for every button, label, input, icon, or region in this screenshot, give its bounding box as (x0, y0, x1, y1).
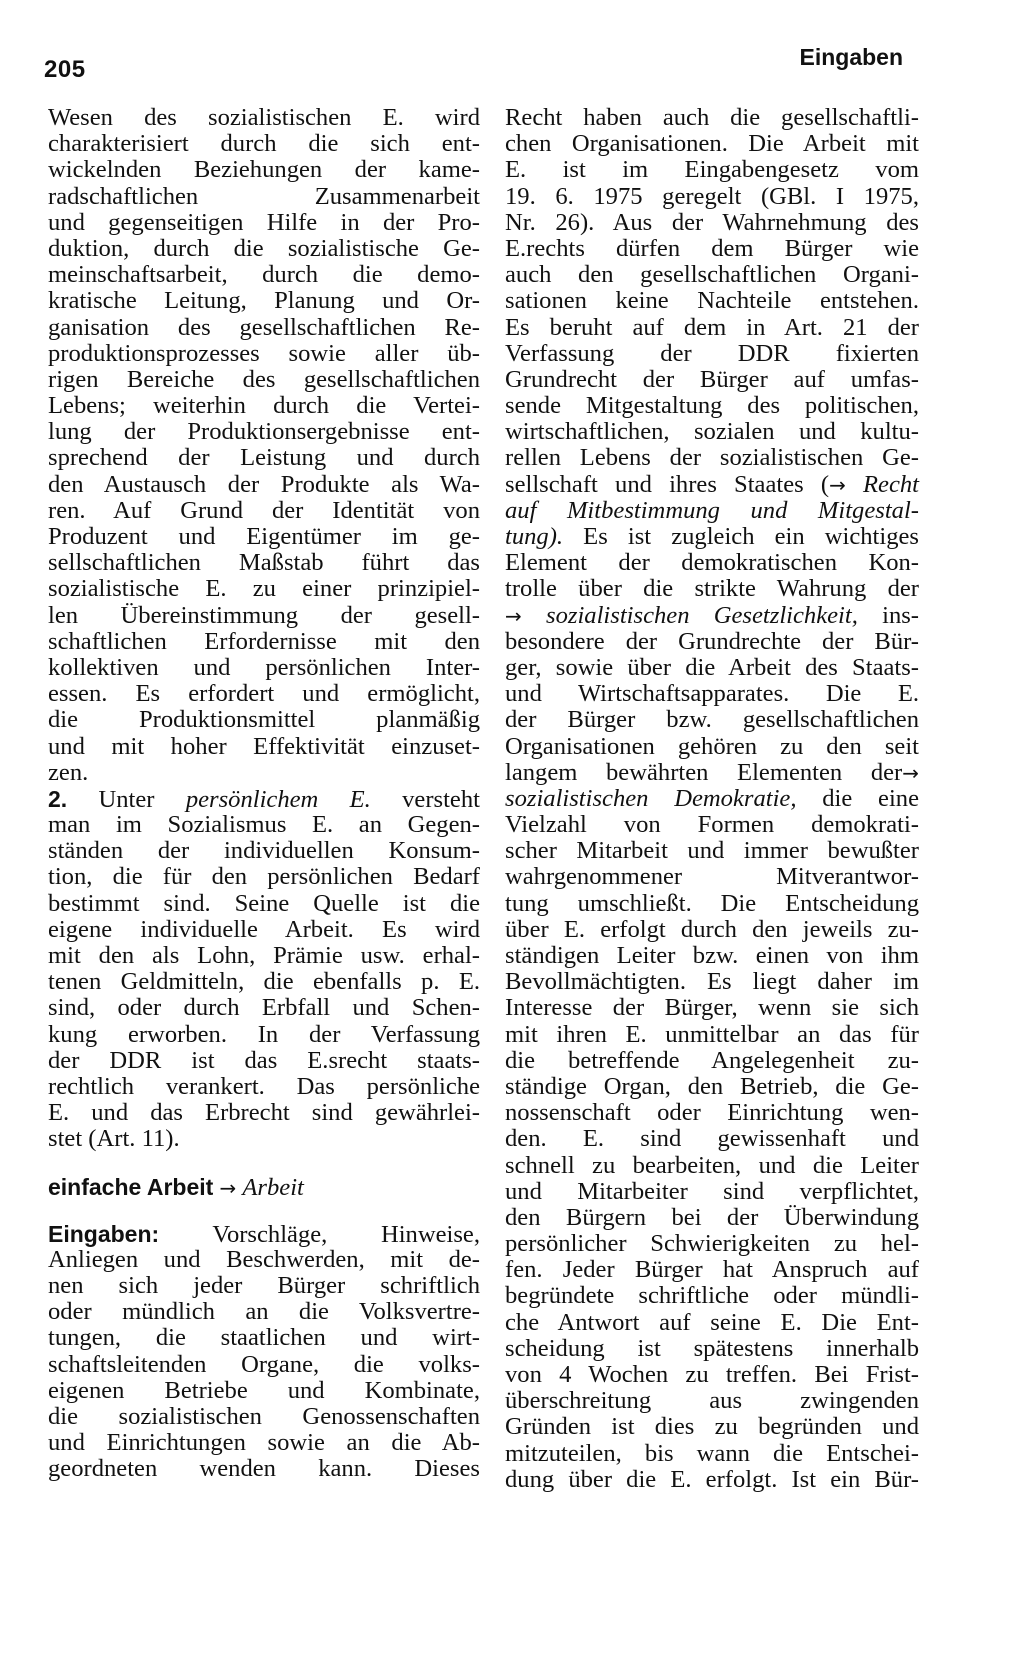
section-2-text (48, 812, 480, 1152)
text-line: ständen der individuellen Konsum- (48, 837, 480, 865)
text-line: Es beruht auf dem in Art. 21 der (505, 313, 919, 341)
text-line: oder mündlich an die Volksvertre- (48, 1298, 480, 1326)
text-line: sozialistische E. zu einer prinzipiel- (48, 575, 480, 603)
text-line: über E. erfolgt durch den jeweils zu- (505, 915, 919, 943)
text-line: mit ihren E. unmittelbar an das für (505, 1020, 919, 1048)
text-line: wirtschaftlichen, sozialen und kultu- (505, 418, 919, 446)
text-line: Interesse der Bürger, wenn sie sich (505, 994, 919, 1022)
text-line: schnell zu bearbeiten, und die Leiter (505, 1151, 919, 1179)
text-line: ger, sowie über die Arbeit des Staats- (505, 653, 919, 681)
text-line: len Übereinstimmung der gesell- (48, 601, 480, 629)
text-line: zen. (48, 758, 89, 786)
cross-reference-link[interactable]: auf Mitbestimmung und Mitgestal- (505, 496, 919, 524)
text-line: essen. Es erfordert und ermöglicht, (48, 680, 480, 708)
section-2-first-line: 2. Unter persönlichem E. versteht (48, 785, 480, 813)
headword: einfache Arbeit (48, 1173, 214, 1200)
text-line: Bevollmächtigten. Es liegt daher im (505, 968, 919, 996)
cross-reference-arrow-icon: → (505, 603, 522, 628)
right-body-text-a (505, 105, 919, 472)
page-number: 205 (44, 56, 86, 83)
text-line: und Mitarbeiter sind verpflichtet, (505, 1177, 919, 1205)
text-line: rellen Lebens der sozialistischen Ge- (505, 444, 919, 472)
text-line: ständigen Leiter bzw. einen von ihm (505, 942, 919, 969)
text-line: und Einrichtungen sowie an die Ab- (48, 1429, 480, 1457)
left-body-text (48, 105, 480, 786)
text-line: kollektiven und persönlichen Inter- (48, 653, 480, 681)
text-line: eigene individuelle Arbeit. Es wird (48, 915, 480, 943)
cross-reference-link[interactable]: Arbeit (242, 1173, 304, 1201)
cross-reference-link[interactable]: Recht (863, 470, 919, 498)
text-line: nen sich jeder Bürger schriftlich (48, 1272, 480, 1300)
text-line: Vielzahl von Formen demokrati- (505, 811, 919, 839)
text-line: Lebens; weiterhin durch die Vertei- (48, 392, 480, 420)
text-line: fen. Jeder Bürger hat Anspruch auf (505, 1256, 919, 1284)
text-line: begründete schriftliche oder mündli- (505, 1282, 919, 1310)
text-line: trolle über die strikte Wahrung der (505, 575, 919, 603)
entry-einfache-arbeit (48, 1174, 480, 1200)
text-line: wahrgenommener Mitverantwor- (505, 863, 919, 891)
text-line: tion, die für den persönlichen Bedarf (48, 863, 480, 891)
text-line: scheidung ist spätestens innerhalb (505, 1334, 919, 1362)
text-line: sozialistischen Demokratie, die eine (505, 784, 919, 812)
text-line: Grundrecht der Bürger auf umfas- (505, 365, 919, 393)
section-number: 2. (48, 785, 68, 812)
text-line: nossenschaft oder Einrichtung wen- (505, 1099, 919, 1127)
text-line: persönlicher Schwierigkeiten zu hel- (505, 1230, 919, 1258)
text-line: ren. Auf Grund der Identität von (48, 496, 480, 524)
term-persoenliches-eigentum: persönlichem E. (185, 785, 371, 813)
right-body-text-d (505, 812, 919, 1493)
text-line: schaftlichen Erfordernisse mit den (48, 627, 480, 655)
text-line: bestimmt sind. Seine Quelle ist die (48, 889, 480, 917)
text-line: Gründen ist dies zu begründen und (505, 1413, 919, 1441)
text-line: und mit hoher Effektivität einzuset- (48, 732, 480, 760)
text-line: ganisation des gesellschaftlichen Re- (48, 313, 480, 341)
text-line: rechtlich verankert. Das persönliche (48, 1072, 480, 1100)
entry-eingaben-first-line: Eingaben: Vorschläge, Hinweise, (48, 1220, 480, 1248)
right-body-text-b (505, 550, 919, 602)
text-line: den Austausch der Produkte als Wa- (48, 470, 480, 498)
text-line: der Bürger bzw. gesellschaftlichen (505, 706, 919, 734)
text-line: tung umschließt. Die Entscheidung (505, 889, 919, 917)
text-line: Recht haben auch die gesellschaftli- (505, 104, 919, 131)
text-line: Organisationen gehören zu den seit (505, 732, 919, 760)
text-line: tenen Geldmitteln, die ebenfalls p. E. (48, 968, 480, 996)
right-column (505, 105, 919, 1493)
text-line: sationen keine Nachteile entstehen. (505, 287, 919, 315)
text-line: E. und das Erbrecht sind gewährlei- (48, 1099, 480, 1127)
text-line: kratische Leitung, Planung und Or- (48, 287, 480, 315)
cross-reference-link[interactable]: sozialistischen Demokratie, (505, 784, 797, 812)
cross-reference-link[interactable]: sozialistischen Gesetzlichkeit, (546, 601, 858, 629)
text-line: tung). Es ist zugleich ein wichtiges (505, 523, 920, 550)
text-line: Element der demokratischen Kon- (505, 549, 919, 577)
text-line: scher Mitarbeit und immer bewußter (505, 837, 919, 865)
text-line: Verfassung der DDR fixierten (505, 339, 919, 367)
cross-reference-link[interactable]: tung). (505, 523, 564, 550)
text-line: und gegenseitigen Hilfe in der Pro- (48, 208, 480, 236)
text-line: sellschaftlichen Maßstab führt das (48, 549, 480, 577)
text-line: den. E. sind gewissenhaft und (505, 1125, 919, 1153)
text-line: chen Organisationen. Die Arbeit mit (505, 130, 919, 158)
text-line: Nr. 26). Aus der Wahrnehmung des (505, 208, 919, 236)
text-line: Produzent und Eigentümer im ge- (48, 523, 480, 550)
text-line: kung erworben. In der Verfassung (48, 1020, 480, 1048)
text-line: langem bewährten Elementen der→ (505, 758, 919, 786)
text-line: produktionsprozesses sowie aller üb- (48, 339, 480, 367)
text-line (505, 498, 919, 524)
text-line: schaftsleitenden Organe, die volks- (48, 1350, 480, 1378)
text-line: den Bürgern bei der Überwindung (505, 1203, 919, 1231)
text-line: meinschaftsarbeit, durch die demo- (48, 261, 480, 289)
text-line: ständige Organ, den Betrieb, die Ge- (505, 1072, 919, 1100)
text-line: stet (Art. 11). (48, 1125, 180, 1153)
text-line: auch den gesellschaftlichen Organi- (505, 261, 919, 289)
text-line: wickelnden Beziehungen der kame- (48, 156, 480, 184)
text-line: mit den als Lohn, Prämie usw. erhal- (48, 942, 480, 969)
text-line: besondere der Grundrechte der Bür- (505, 627, 919, 655)
text-line: sprechend der Leistung und durch (48, 444, 480, 472)
text-line: eigenen Betriebe und Kombinate, (48, 1376, 480, 1404)
text-line: der DDR ist das E.srecht staats- (48, 1046, 480, 1074)
text-line: von 4 Wochen zu treffen. Bei Frist- (505, 1361, 919, 1388)
text-line: Anliegen und Beschwerden, mit de- (48, 1245, 480, 1273)
text-line: rigen Bereiche des gesellschaftlichen (48, 365, 480, 393)
text-line: E.rechts dürfen dem Bürger wie (505, 234, 919, 262)
cross-reference-arrow-icon: → (902, 760, 919, 785)
text-line: dung über die E. erfolgt. Ist ein Bür- (505, 1465, 919, 1493)
text-line: radschaftlichen Zusammenarbeit (48, 182, 480, 210)
entry-eingaben-text (48, 1247, 480, 1483)
text-line: die sozialistischen Genossenschaften (48, 1403, 480, 1430)
text-line: und Wirtschaftsapparates. Die E. (505, 680, 919, 708)
text-line: die betreffende Angelegenheit zu- (505, 1046, 919, 1074)
text-line: charakterisiert durch die sich ent- (48, 130, 480, 158)
text-line: che Antwort auf seine E. Die Ent- (505, 1308, 919, 1336)
text-line: mitzuteilen, bis wann die Entschei- (505, 1439, 919, 1467)
cross-reference-arrow-icon: → (829, 472, 846, 497)
headword: Eingaben: (48, 1220, 160, 1247)
text-line: sind, oder durch Erbfall und Schen- (48, 994, 480, 1022)
text-line: man im Sozialismus E. an Gegen- (48, 811, 480, 839)
left-column (48, 105, 480, 1483)
cross-reference-arrow-icon: → (219, 1175, 237, 1200)
text-line: überschreitung aus zwingenden (505, 1387, 919, 1415)
text-line: sende Mitgestaltung des politischen, (505, 392, 919, 420)
right-body-text-c (505, 629, 919, 760)
text-line: 19. 6. 1975 geregelt (GBl. I 1975, (505, 182, 919, 210)
text-line: die Produktionsmittel planmäßig (48, 706, 480, 734)
text-line: lung der Produktionsergebnisse ent- (48, 418, 480, 446)
text-line: E. ist im Eingabengesetz vom (505, 156, 919, 184)
text-line: geordneten wenden kann. Dieses (48, 1455, 480, 1483)
text-line: Wesen des sozialistischen E. wird (48, 104, 480, 131)
text-line: duktion, durch die sozialistische Ge- (48, 234, 480, 262)
text-line: → sozialistischen Gesetzlichkeit, ins- (505, 601, 919, 629)
text-line: sellschaft und ihres Staates (→ Recht (505, 470, 919, 498)
running-head: Eingaben (799, 44, 903, 70)
text-line: tungen, die staatlichen und wirt- (48, 1324, 480, 1352)
